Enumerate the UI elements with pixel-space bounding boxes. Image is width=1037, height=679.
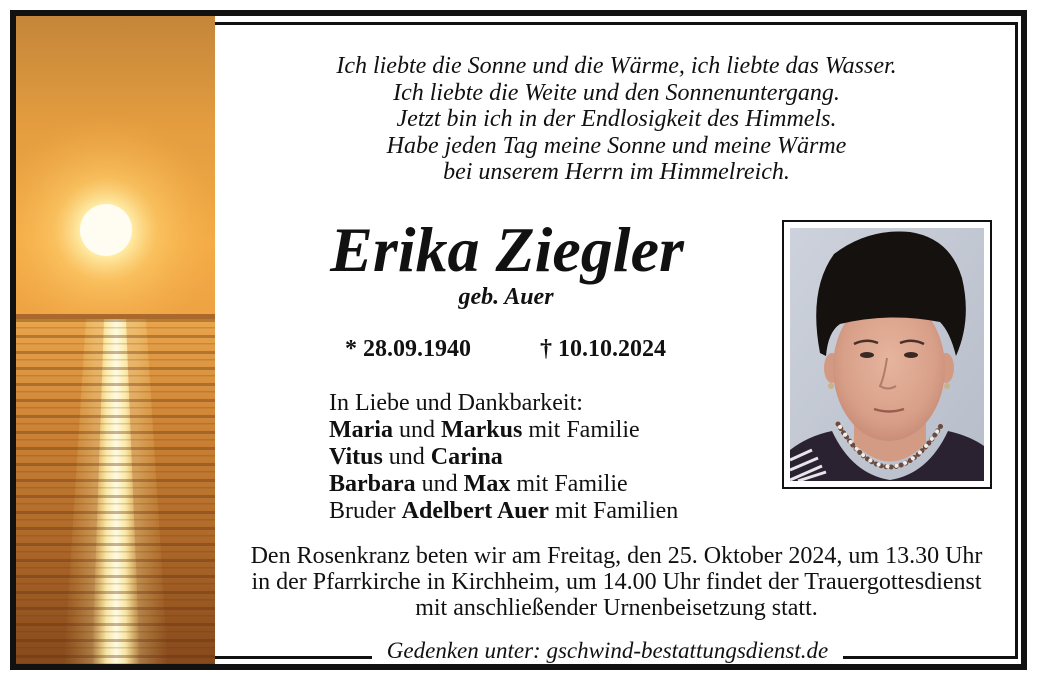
connector-text: mit Familie: [522, 417, 640, 443]
sunset-photo: [16, 16, 215, 664]
left-eye: [860, 352, 874, 358]
connector-text: mit Familie: [510, 471, 628, 497]
deceased-name: Erika Ziegler: [330, 214, 684, 285]
mourners-intro: In Liebe und Dankbarkeit:: [329, 390, 583, 416]
mourner-line: [329, 417, 678, 444]
connector-text: mit Familien: [548, 498, 679, 524]
sun-glow: [16, 16, 215, 320]
service-info: [215, 543, 1018, 621]
poem-line: Ich liebte die Weite und den Sonnenuntergang.: [393, 79, 840, 106]
poem-line: Habe jeden Tag meine Sonne und meine Wärme: [386, 132, 847, 159]
connector-text: und: [415, 471, 464, 497]
mourner-name: Carina: [430, 444, 503, 470]
connector-text: und: [392, 417, 441, 443]
poem-line: bei unserem Herrn im Himmelreich.: [443, 159, 790, 185]
right-earring: [944, 383, 950, 389]
mourner-line: [329, 471, 678, 498]
connector-text: und: [382, 444, 431, 470]
mourner-line: [329, 498, 678, 525]
connector-text: Bruder: [329, 498, 402, 524]
sunset-image: [16, 16, 215, 664]
right-eye: [904, 352, 918, 358]
mourner-name: Markus: [440, 417, 523, 443]
memorial-link: Gedenken unter: gschwind-bestattungsdienst.de: [372, 639, 843, 663]
service-line: in der Pfarrkirche in Kirchheim, um 14.00 Uhr findet der Trauergottesdienst: [251, 569, 982, 595]
mourner-name: Vitus: [329, 444, 383, 470]
mourners-block: [329, 390, 678, 525]
horizon: [16, 314, 215, 319]
birth-date: * 28.09.1940: [345, 336, 471, 362]
waves: [16, 319, 215, 664]
mourner-name: Max: [463, 471, 511, 497]
poem: [215, 53, 1018, 186]
mourner-name: Adelbert Auer: [401, 498, 549, 524]
poem-line: Jetzt bin ich in der Endlosigkeit des Himmels.: [396, 106, 837, 132]
poem-line: Ich liebte die Sonne und die Wärme, ich liebte das Wasser.: [336, 53, 897, 79]
mourner-line: [329, 444, 678, 471]
portrait-photo: [790, 228, 984, 481]
service-line: mit anschließender Urnenbeisetzung statt.: [415, 595, 818, 621]
death-date: † 10.10.2024: [540, 336, 666, 362]
mourner-name: Barbara: [329, 471, 416, 497]
maiden-name: geb. Auer: [458, 284, 554, 310]
service-line: Den Rosenkranz beten wir am Freitag, den 25. Oktober 2024, um 13.30 Uhr: [250, 543, 983, 569]
mourner-name: Maria: [329, 417, 393, 443]
left-earring: [828, 383, 834, 389]
sun: [80, 204, 132, 256]
portrait-frame: [782, 220, 992, 489]
